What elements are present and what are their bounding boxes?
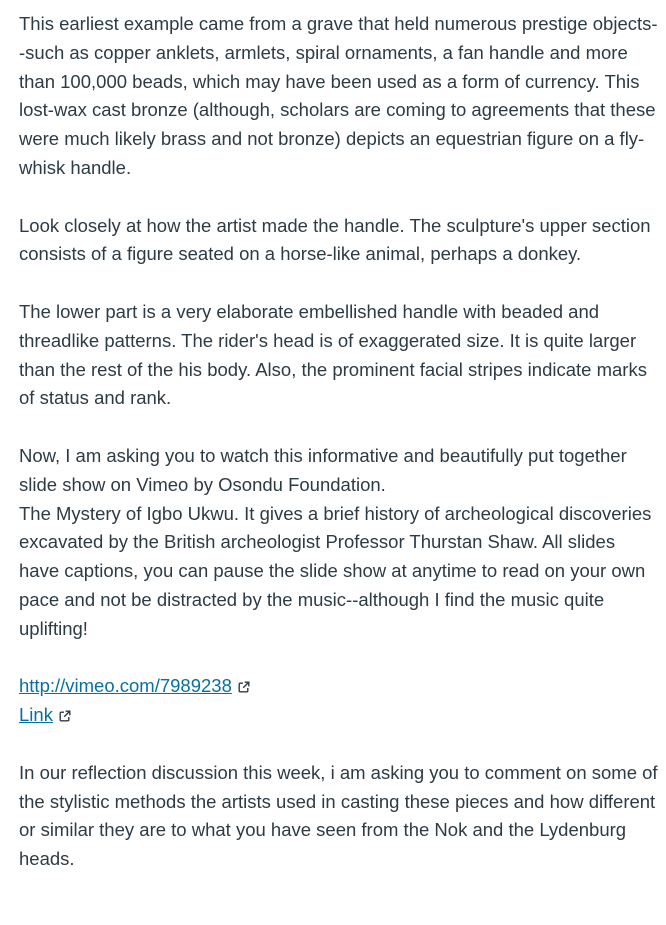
- links-block: [19, 672, 659, 730]
- external-link-icon[interactable]: [59, 710, 71, 722]
- paragraph-grave-objects: This earliest example came from a grave that held numerous prestige objects--such as copper anklets, armlets, spiral ornaments, a fan handle and more than 100,000 beads, which may have been used as a form of currency. This lost-wax cast bronze (although, scholars are coming to agreements that these were much likely brass and not bronze) depicts an equestrian figure on a fly-whisk handle.: [19, 13, 658, 178]
- vimeo-link-line: [19, 672, 659, 701]
- paragraph-mystery-igbo-ukwu: The Mystery of Igbo Ukwu. It gives a brief history of archeological discoveries excavated by the British archeologist Professor Thurstan Shaw. All slides have captions, you can pause the slide show at anytime to read on your own pace and not be distracted by the music--although I find the music quite uplifting!: [19, 502, 652, 639]
- paragraph-reflection-discussion: In our reflection discussion this week, i am asking you to comment on some of the stylistic methods the artists used in casting these pieces and how different or similar they are to what you have seen from the Nok and the Lydenburg heads.: [19, 761, 658, 870]
- link-anchor[interactable]: Link: [19, 704, 53, 726]
- paragraph-handle: Look closely at how the artist made the handle. The sculpture's upper section consists of a figure seated on a horse-like animal, perhaps a donkey.: [19, 214, 651, 265]
- vimeo-link[interactable]: http://vimeo.com/7989238: [19, 675, 232, 697]
- page-content: [19, 10, 659, 903]
- link-line: [19, 701, 659, 730]
- paragraph-slideshow-intro: Now, I am asking you to watch this informative and beautifully put together slide show on Vimeo by Osondu Foundation.: [19, 444, 627, 495]
- paragraph-lower-part: The lower part is a very elaborate embellished handle with beaded and threadlike patterns. The rider's head is of exaggerated size. It is quite larger than the rest of the his body. Also, the prominent facial stripes indicate marks of status and rank.: [19, 300, 647, 409]
- external-link-icon[interactable]: [238, 681, 250, 693]
